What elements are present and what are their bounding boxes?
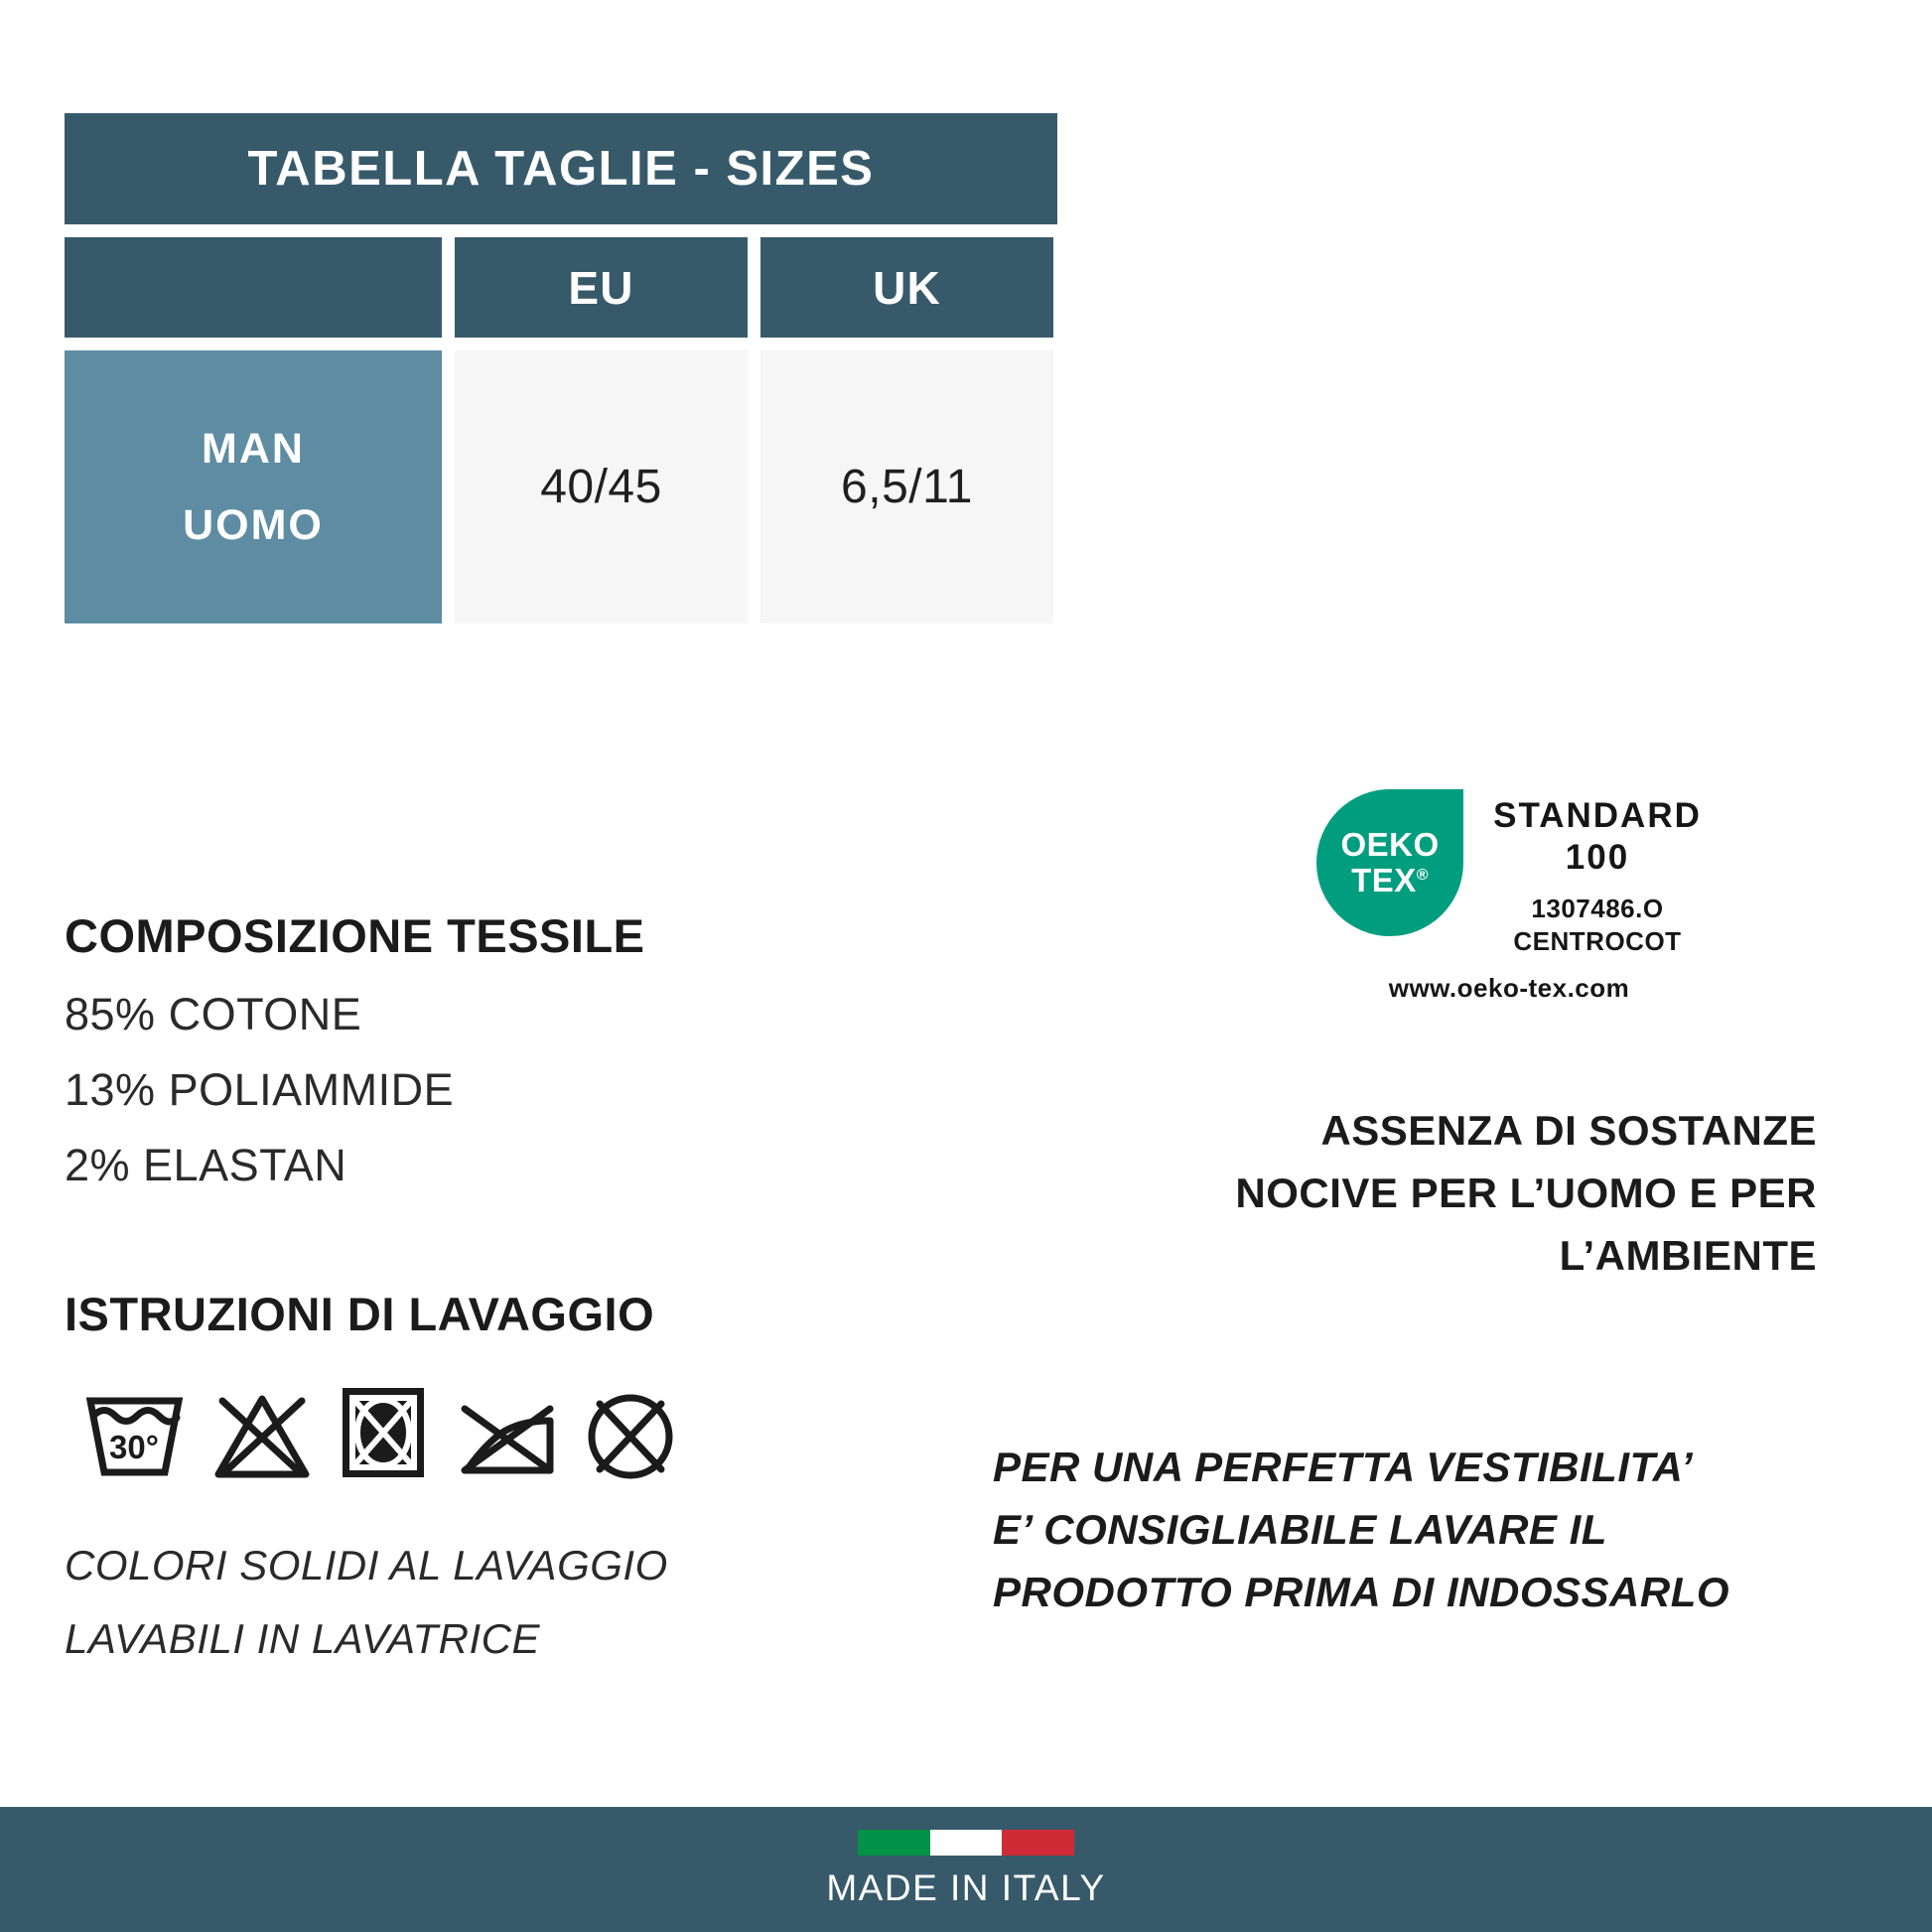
size-table-cell-eu: 40/45 (455, 350, 748, 623)
size-table-cell-uk: 6,5/11 (760, 350, 1053, 623)
size-table-row-label (65, 350, 442, 623)
size-table (65, 113, 1057, 636)
oeko-tex-certificate-number: 1307486.O (1531, 894, 1664, 923)
size-table-row-label-man: MAN (202, 424, 305, 473)
flag-stripe-red (1002, 1830, 1074, 1856)
do-not-tumble-dry-icon (338, 1383, 429, 1482)
fit-advice-line-2: E’ CONSIGLIABILE LAVARE IL (993, 1506, 1607, 1553)
substances-line-2: NOCIVE PER L’UOMO E PER (1235, 1170, 1817, 1216)
flag-stripe-white (930, 1830, 1003, 1856)
registered-mark-icon: ® (1416, 867, 1430, 884)
composition-heading: COMPOSIZIONE TESSILE (65, 909, 645, 962)
size-table-header-uk: UK (760, 237, 1053, 338)
do-not-iron-icon (455, 1391, 559, 1482)
svg-text:30°: 30° (109, 1429, 159, 1465)
size-table-title: TABELLA TAGLIE - SIZES (65, 113, 1057, 224)
size-table-header-blank (65, 237, 442, 338)
size-table-header-row (65, 237, 1057, 338)
fit-advice (993, 1436, 1876, 1623)
right-column (993, 789, 1876, 1623)
italian-flag-icon (858, 1830, 1074, 1856)
composition-line-cotone: 85% COTONE (65, 989, 362, 1039)
oeko-tex-details (1493, 789, 1702, 957)
footer (0, 1807, 1932, 1932)
table-row (65, 350, 1057, 623)
washing-heading: ISTRUZIONI DI LAVAGGIO (65, 1288, 655, 1340)
oeko-tex-standard (1493, 795, 1702, 879)
composition-line-elastan: 2% ELASTAN (65, 1140, 347, 1190)
size-table-header-eu: EU (455, 237, 748, 338)
oeko-tex-url: www.oeko-tex.com (1388, 973, 1630, 1003)
oeko-tex-institute: CENTROCOT (1513, 925, 1682, 956)
oeko-tex-logo-oeko: OEKO (1340, 826, 1440, 864)
do-not-bleach-icon (212, 1391, 312, 1482)
washing-symbols (82, 1383, 859, 1482)
left-column (65, 908, 859, 1663)
washing-note-lavabili: LAVABILI IN LAVATRICE (65, 1615, 540, 1662)
wash-30-icon (82, 1391, 187, 1482)
flag-stripe-green (858, 1830, 930, 1856)
oeko-tex-certificate-block (1493, 893, 1702, 957)
oeko-tex-standard-number: 100 (1565, 838, 1630, 877)
washing-note-colori: COLORI SOLIDI AL LAVAGGIO (65, 1542, 668, 1588)
substances-statement (993, 1099, 1876, 1287)
substances-line-3: L’AMBIENTE (1559, 1232, 1817, 1279)
size-table-row-label-uomo: UOMO (183, 500, 324, 549)
do-not-dry-clean-icon (585, 1391, 676, 1482)
size-table-title-row (65, 113, 1057, 224)
fit-advice-line-1: PER UNA PERFETTA VESTIBILITA’ (993, 1444, 1694, 1490)
made-in-italy-label: MADE IN ITALY (826, 1867, 1106, 1908)
oeko-tex-logo-icon (1316, 789, 1463, 936)
substances-line-1: ASSENZA DI SOSTANZE (1320, 1107, 1817, 1154)
oeko-tex-certification (993, 789, 1876, 957)
fit-advice-line-3: PRODOTTO PRIMA DI INDOSSARLO (993, 1569, 1730, 1615)
oeko-tex-logo-tex: TEX® (1351, 862, 1430, 898)
washing-notes (65, 1542, 859, 1663)
oeko-tex-standard-word: STANDARD (1493, 796, 1702, 835)
composition-line-poliammide: 13% POLIAMMIDE (65, 1064, 455, 1115)
